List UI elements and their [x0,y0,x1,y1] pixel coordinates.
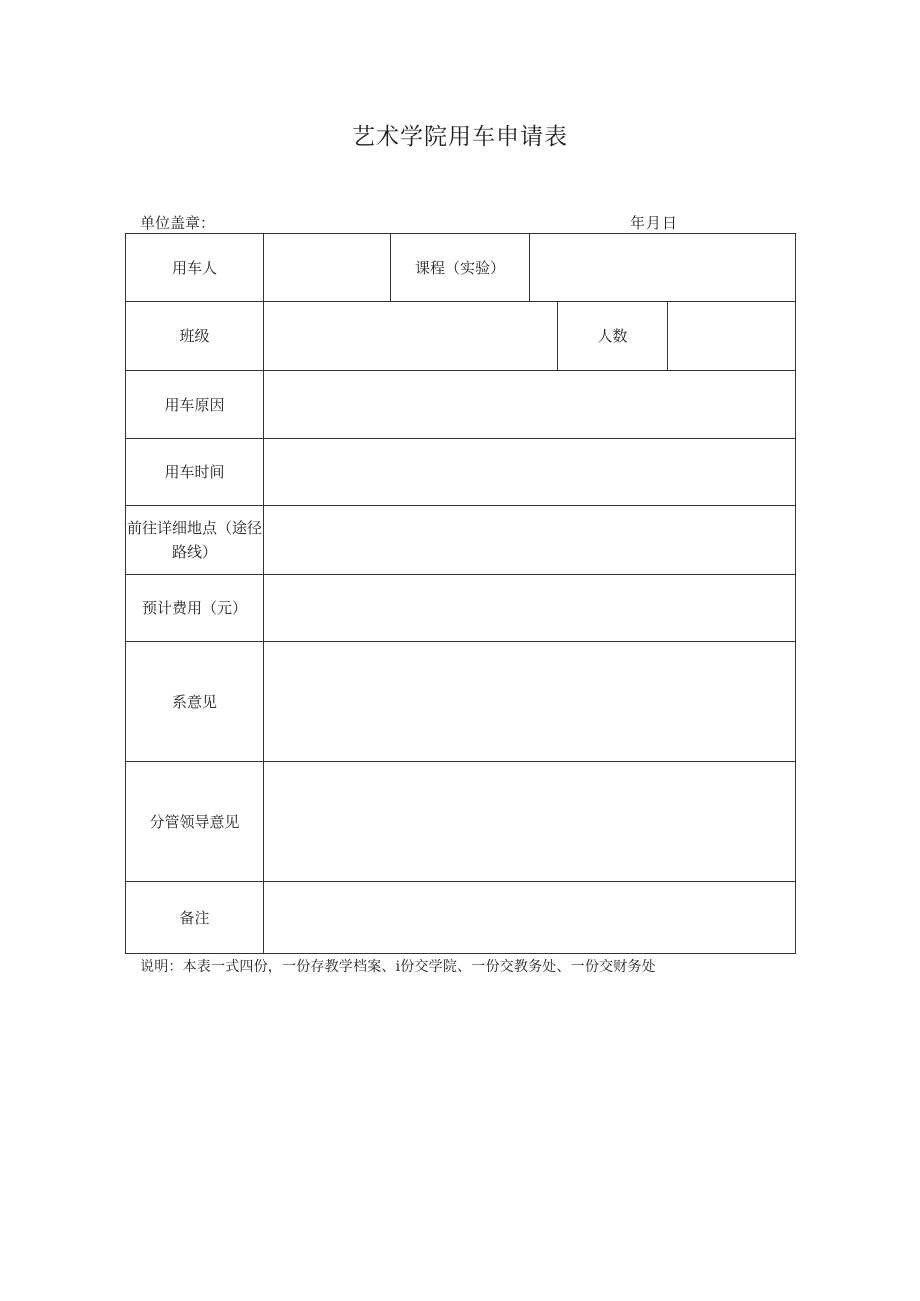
department-opinion-label: 系意见 [126,642,264,762]
form-row-department-opinion [126,642,796,762]
page-title: 艺术学院用车申请表 [352,124,568,150]
form-row-user [126,234,796,302]
cost-label: 预计费用（元） [126,575,264,642]
remarks-field[interactable] [264,882,796,954]
headcount-label: 人数 [558,302,668,371]
remarks-label: 备注 [126,882,264,954]
destination-field[interactable] [264,506,796,575]
class-label: 班级 [126,302,264,371]
form-row-reason [126,371,796,439]
reason-field[interactable] [264,371,796,439]
class-field[interactable] [264,302,558,371]
leader-opinion-field[interactable] [264,762,796,882]
form-row-leader-opinion [126,762,796,882]
destination-label: 前往详细地点（途径路线） [126,506,264,575]
time-label: 用车时间 [126,439,264,506]
time-field[interactable] [264,439,796,506]
course-label: 课程（实验） [391,234,530,302]
reason-label: 用车原因 [126,371,264,439]
form-row-remarks [126,882,796,954]
headcount-field[interactable] [668,302,796,371]
vehicle-application-form [125,233,796,954]
footnote: 说明：本表一式四份，一份存教学档案、i份交学院、一份交教务处、一份交财务处 [140,959,656,975]
unit-seal-label: 单位盖章： [140,214,216,232]
form-row-destination [126,506,796,575]
user-label: 用车人 [126,234,264,302]
user-field[interactable] [264,234,391,302]
department-opinion-field[interactable] [264,642,796,762]
form-row-class [126,302,796,371]
form-row-time [126,439,796,506]
leader-opinion-label: 分管领导意见 [126,762,264,882]
cost-field[interactable] [264,575,796,642]
date-label: 年月日 [630,214,679,232]
form-row-cost [126,575,796,642]
course-field[interactable] [530,234,796,302]
